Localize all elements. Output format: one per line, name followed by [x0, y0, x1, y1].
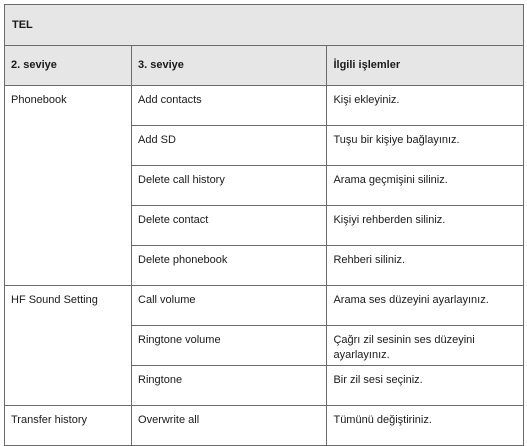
table-row [5, 86, 524, 126]
action-cell: Bir zil sesi seçiniz. [327, 366, 524, 406]
action-cell: Kişi ekleyiniz. [327, 86, 524, 126]
action-cell: Arama geçmişini siliniz. [327, 166, 524, 206]
table-row [5, 406, 524, 446]
level3-cell: Add contacts [132, 86, 327, 126]
level3-cell: Call volume [132, 286, 327, 326]
header-actions: İlgili işlemler [327, 46, 524, 86]
action-cell: Kişiyi rehberden siliniz. [327, 206, 524, 246]
group-label-transfer-history: Transfer history [5, 406, 132, 446]
action-cell: Arama ses düzeyini ayarlayınız. [327, 286, 524, 326]
action-cell: Tümünü değiştiriniz. [327, 406, 524, 446]
table-row [5, 286, 524, 326]
level3-cell: Add SD [132, 126, 327, 166]
header-level2: 2. seviye [5, 46, 132, 86]
level3-cell: Delete call history [132, 166, 327, 206]
action-cell: Tuşu bir kişiye bağlayınız. [327, 126, 524, 166]
action-cell: Çağrı zil sesinin ses düzeyini ayarlayınız. [327, 326, 524, 366]
group-label-hf-sound: HF Sound Setting [5, 286, 132, 406]
level3-cell: Overwrite all [132, 406, 327, 446]
action-cell: Rehberi siliniz. [327, 246, 524, 286]
table-title: TEL [5, 5, 524, 46]
level3-cell: Ringtone [132, 366, 327, 406]
title-row [5, 5, 524, 46]
header-level3: 3. seviye [132, 46, 327, 86]
tel-menu-table [4, 4, 524, 446]
group-label-phonebook: Phonebook [5, 86, 132, 286]
level3-cell: Delete contact [132, 206, 327, 246]
header-row [5, 46, 524, 86]
level3-cell: Ringtone volume [132, 326, 327, 366]
level3-cell: Delete phonebook [132, 246, 327, 286]
